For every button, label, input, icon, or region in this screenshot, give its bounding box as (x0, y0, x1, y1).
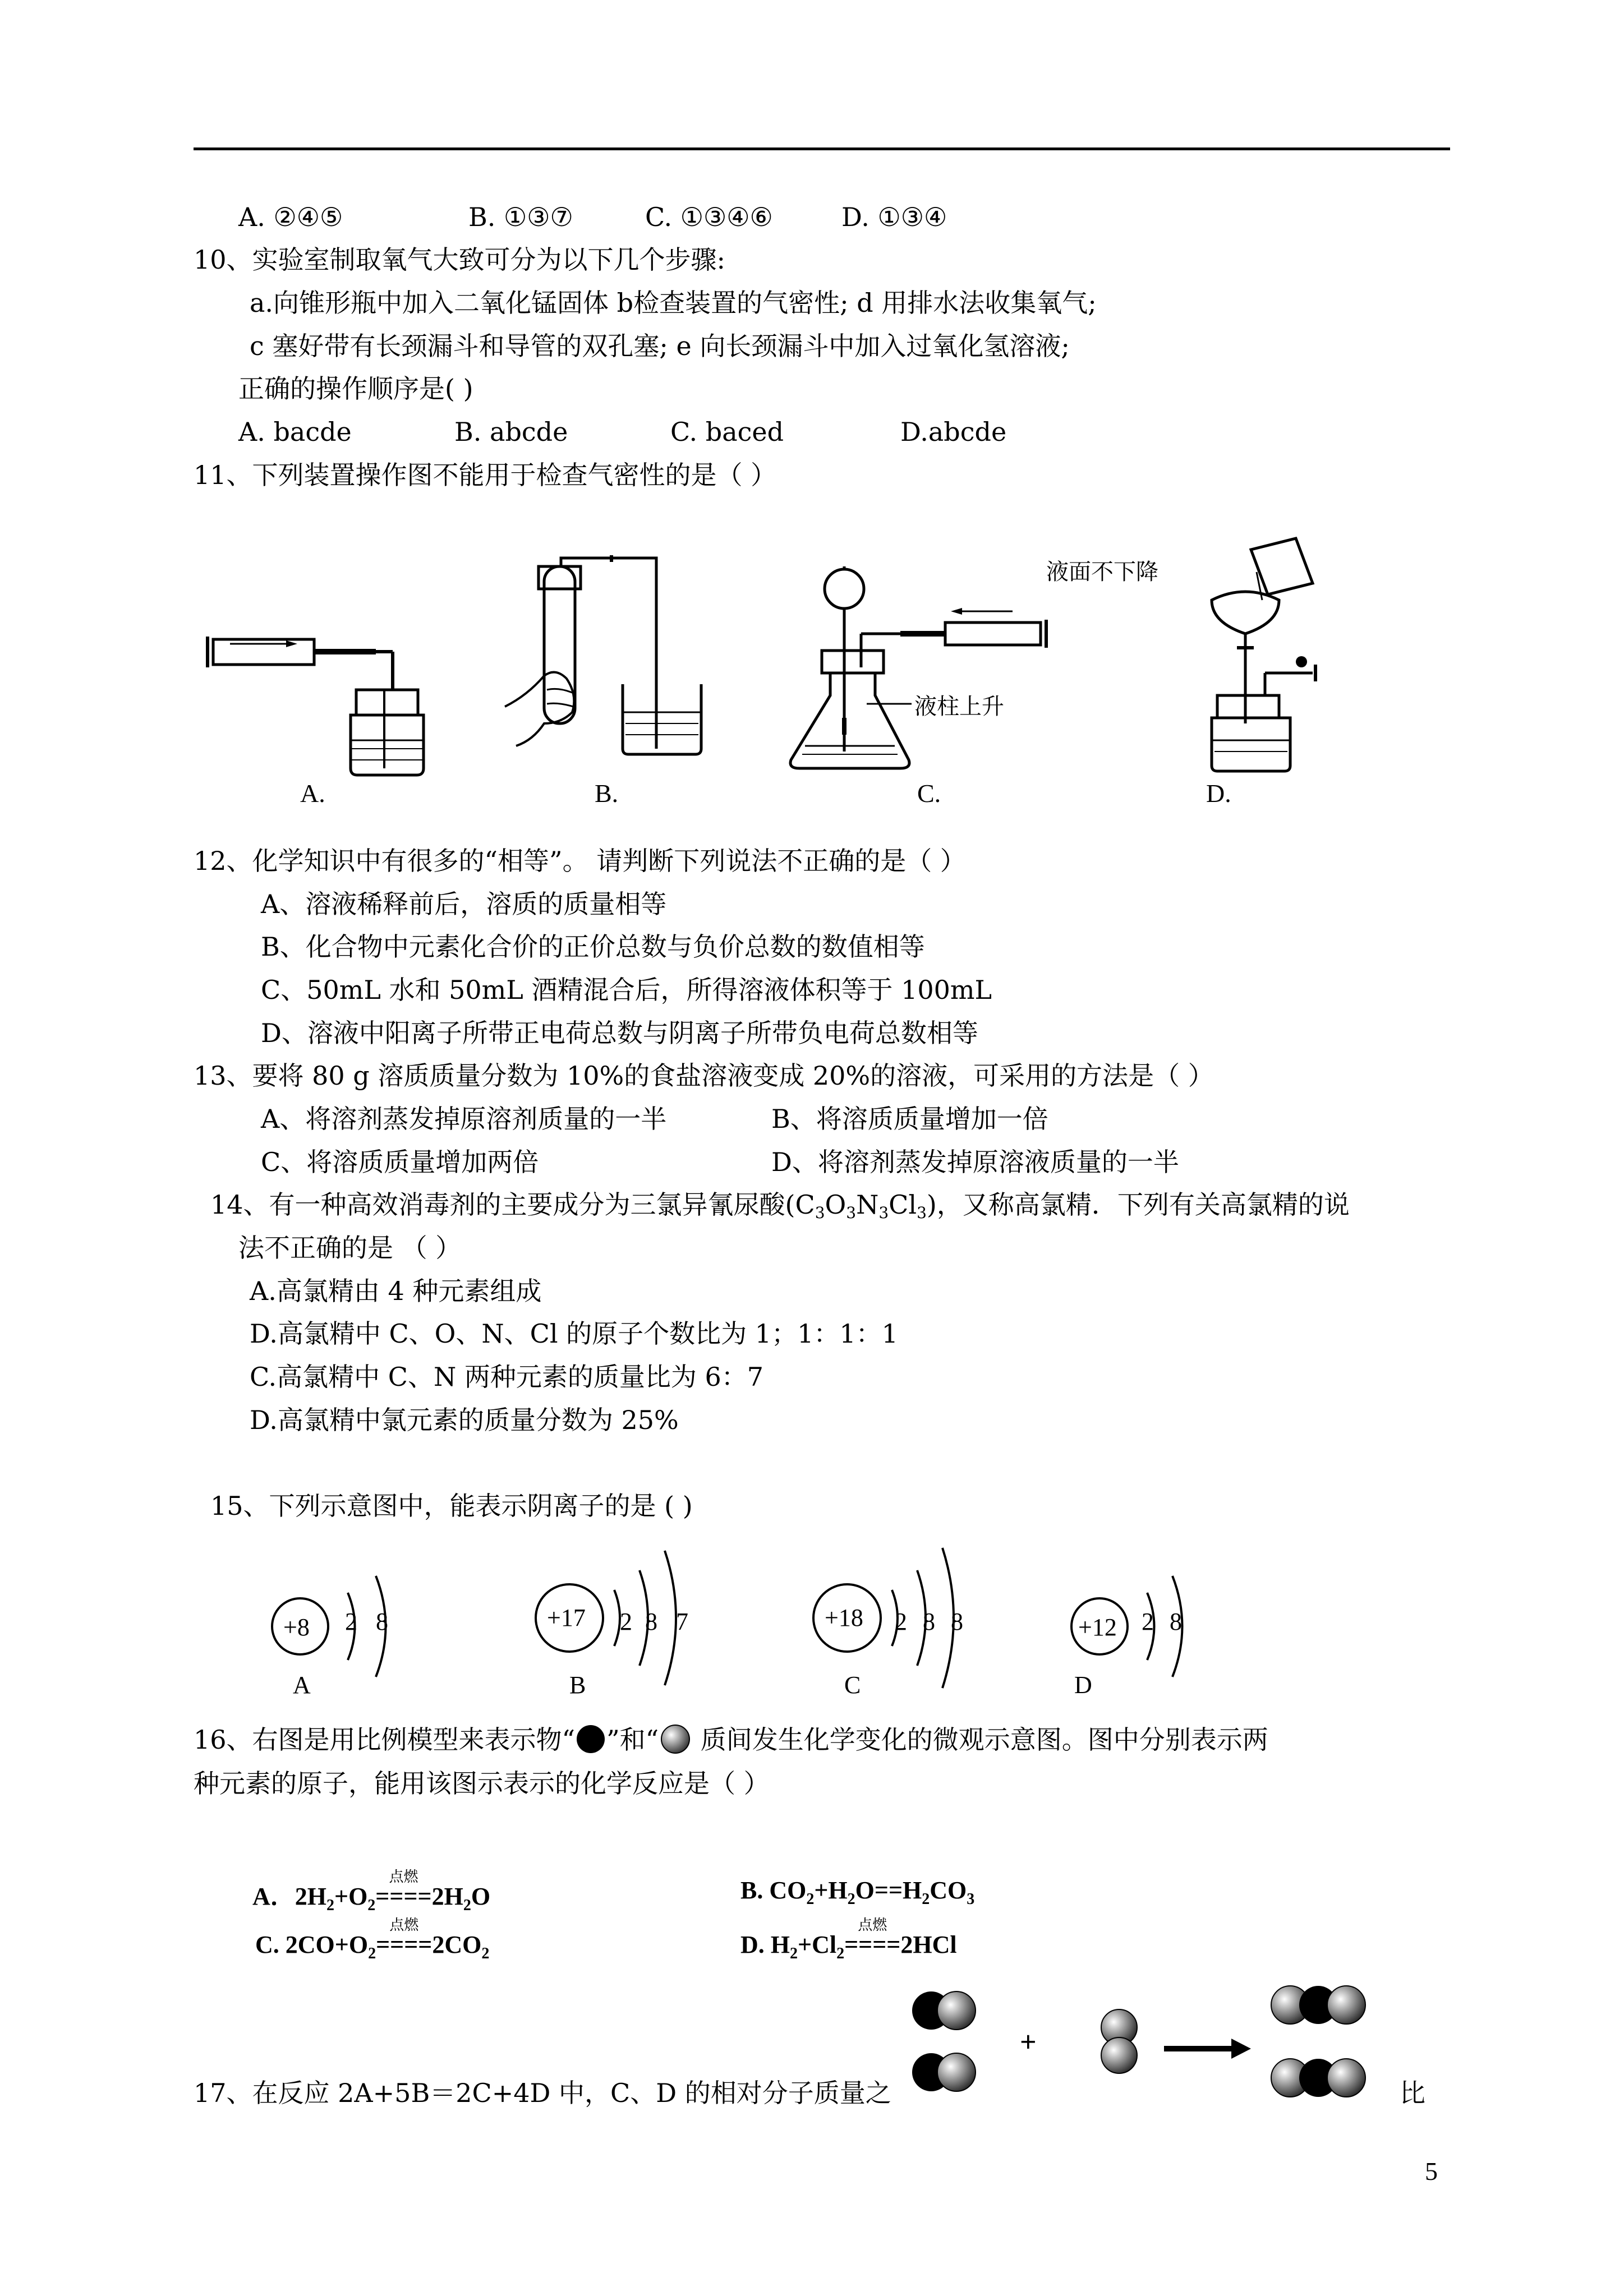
q10-steps-line1: a.向锥形瓶中加入二氧化锰固体 b检查装置的气密性; d 用排水法收集氧气; (250, 288, 1097, 318)
atom-c-label: C (844, 1671, 861, 1699)
atom-b-shell-1: 2 (620, 1608, 632, 1635)
black-atom-icon (575, 1725, 606, 1753)
atom-a-label: A (293, 1671, 311, 1699)
atom-b-shell-3: 7 (676, 1608, 688, 1635)
atom-b-shell-2: 8 (645, 1608, 657, 1635)
q10-stem: 10、实验室制取氧气大致可分为以下几个步骤: (194, 245, 726, 275)
atom-d-shell-1: 2 (1142, 1608, 1154, 1635)
q10-option-d: D.abcde (900, 417, 1007, 447)
q14-option-c: C.高氯精中 C、N 两种元素的质量比为 6：7 (250, 1362, 764, 1392)
reactant-molecule-3 (1101, 2009, 1137, 2073)
reactant-molecule-2 (912, 2053, 976, 2091)
q10-option-a: A. bacde (238, 417, 352, 447)
q17-tail: 比 (1400, 2078, 1425, 2108)
q13-option-b: B、将溶质质量增加一倍 (771, 1104, 1048, 1134)
q16-option-b: B. $CO_2+H_2O==H_2CO_3$ (740, 1877, 975, 1908)
atom-d-shell-2: 8 (1170, 1608, 1182, 1635)
reaction-model-diagram (909, 1988, 1414, 2117)
q9-option-c: C. ①③④⑥ (645, 202, 773, 232)
apparatus-d-annotation: 液面不下降 (1046, 559, 1158, 585)
atom-d-nucleus: +12 (1078, 1613, 1117, 1641)
q13-option-d: D、将溶剂蒸发掉原溶液质量的一半 (771, 1147, 1179, 1177)
q9-option-d: D. ①③④ (841, 202, 947, 232)
q13-option-a: A、将溶剂蒸发掉原溶剂质量的一半 (261, 1104, 667, 1134)
atom-c-shell-1: 2 (895, 1608, 907, 1635)
q12-option-c: C、50mL 水和 50mL 酒精混合后，所得溶液体积等于 100mL (261, 975, 992, 1005)
q14-stem-line2: 法不正确的是 （ ） (238, 1233, 462, 1263)
q10-ask: 正确的操作顺序是( ) (238, 374, 473, 404)
q9-option-a: A. ②④⑤ (238, 202, 343, 232)
header-rule (194, 147, 1450, 150)
atom-c-shell-3: 8 (951, 1608, 963, 1635)
q10-option-c: C. baced (670, 417, 784, 447)
q14-stem: 14、有一种高效消毒剂的主要成分为三氯异氰尿酸$(C_3O_3N_3Cl_3)$，又称高氯精．下列有关高氯精的说 (210, 1190, 1350, 1222)
q16-option-c: C. $2CO+O_2$ 点燃 $====2CO_2$ (255, 1917, 490, 1962)
q16-option-d: D. $H_2+Cl_2$ 点燃 ====2HCl (740, 1917, 957, 1962)
q12-stem: 12、化学知识中有很多的“相等”。 请判断下列说法不正确的是（ ） (194, 846, 966, 876)
q16-option-a: A．$2H_2+O_2$ 点燃 $====2H_2O$ (252, 1869, 491, 1914)
q12-option-a: A、溶液稀释前后，溶质的质量相等 (261, 889, 667, 919)
q16-stem: 16、右图是用比例模型来表示物“ ”和“ 质间发生化学变化的微观示意图。图中分别表示两 (194, 1725, 1268, 1755)
q13-stem: 13、要将 80 g 溶质质量分数为 10%的食盐溶液变成 20%的溶液，可采用的方法是（ ） (194, 1061, 1214, 1091)
atom-c-shell-2: 8 (923, 1608, 935, 1635)
q12-option-d: D、溶液中阳离子所带正电荷总数与阴离子所带负电荷总数相等 (261, 1018, 978, 1048)
q15-stem: 15、下列示意图中，能表示阴离子的是 ( ) (210, 1491, 693, 1521)
atom-c-nucleus: +18 (825, 1604, 863, 1631)
apparatus-b-figure (505, 555, 729, 780)
atom-b-nucleus: +17 (547, 1604, 586, 1631)
reactant-molecule-1 (912, 1991, 976, 2030)
apparatus-b-label: B. (595, 779, 619, 808)
apparatus-c-label: C. (917, 779, 941, 808)
reaction-plus-sign: + (1020, 2026, 1037, 2058)
q13-option-c: C、将溶质质量增加两倍 (261, 1147, 539, 1177)
q14-option-b: D.高氯精中 C、O、N、Cl 的原子个数比为 1；1：1：1 (250, 1318, 898, 1349)
apparatus-d-label: D. (1206, 779, 1231, 808)
atom-a-shell-1: 2 (345, 1608, 357, 1635)
q14-option-d: D.高氯精中氯元素的质量分数为 25% (250, 1405, 679, 1435)
q17-stem: 17、在反应 2A+5B＝2C+4D 中，C、D 的相对分子质量之 (194, 2078, 891, 2108)
apparatus-c-figure (788, 566, 1080, 780)
product-molecule-2 (1271, 2059, 1365, 2097)
product-molecule-1 (1271, 1986, 1365, 2024)
q12-option-b: B、化合物中元素化合价的正价总数与负价总数的数值相等 (261, 932, 925, 962)
q9-option-b: B. ①③⑦ (468, 202, 573, 232)
apparatus-a-label: A. (300, 779, 325, 808)
apparatus-d-figure (1167, 538, 1402, 774)
gray-atom-icon (659, 1725, 692, 1753)
q10-option-b: B. abcde (454, 417, 568, 447)
apparatus-c-annotation: 液柱上升 (914, 694, 1004, 720)
atom-b-label: B (569, 1671, 586, 1699)
atom-a-nucleus: +8 (283, 1613, 310, 1641)
atom-a-shell-2: 8 (376, 1608, 388, 1635)
atom-d-label: D (1074, 1671, 1092, 1699)
q11-stem: 11、下列装置操作图不能用于检查气密性的是（ ） (194, 460, 777, 490)
page-number: 5 (1425, 2157, 1438, 2186)
q16-stem-line2: 种元素的原子，能用该图示表示的化学反应是（ ） (194, 1768, 770, 1799)
q14-option-a: A.高氯精由 4 种元素组成 (250, 1276, 542, 1306)
q10-steps-line2: c 塞好带有长颈漏斗和导管的双孔塞; e 向长颈漏斗中加入过氧化氢溶液; (250, 331, 1070, 361)
apparatus-a-figure (208, 628, 460, 780)
